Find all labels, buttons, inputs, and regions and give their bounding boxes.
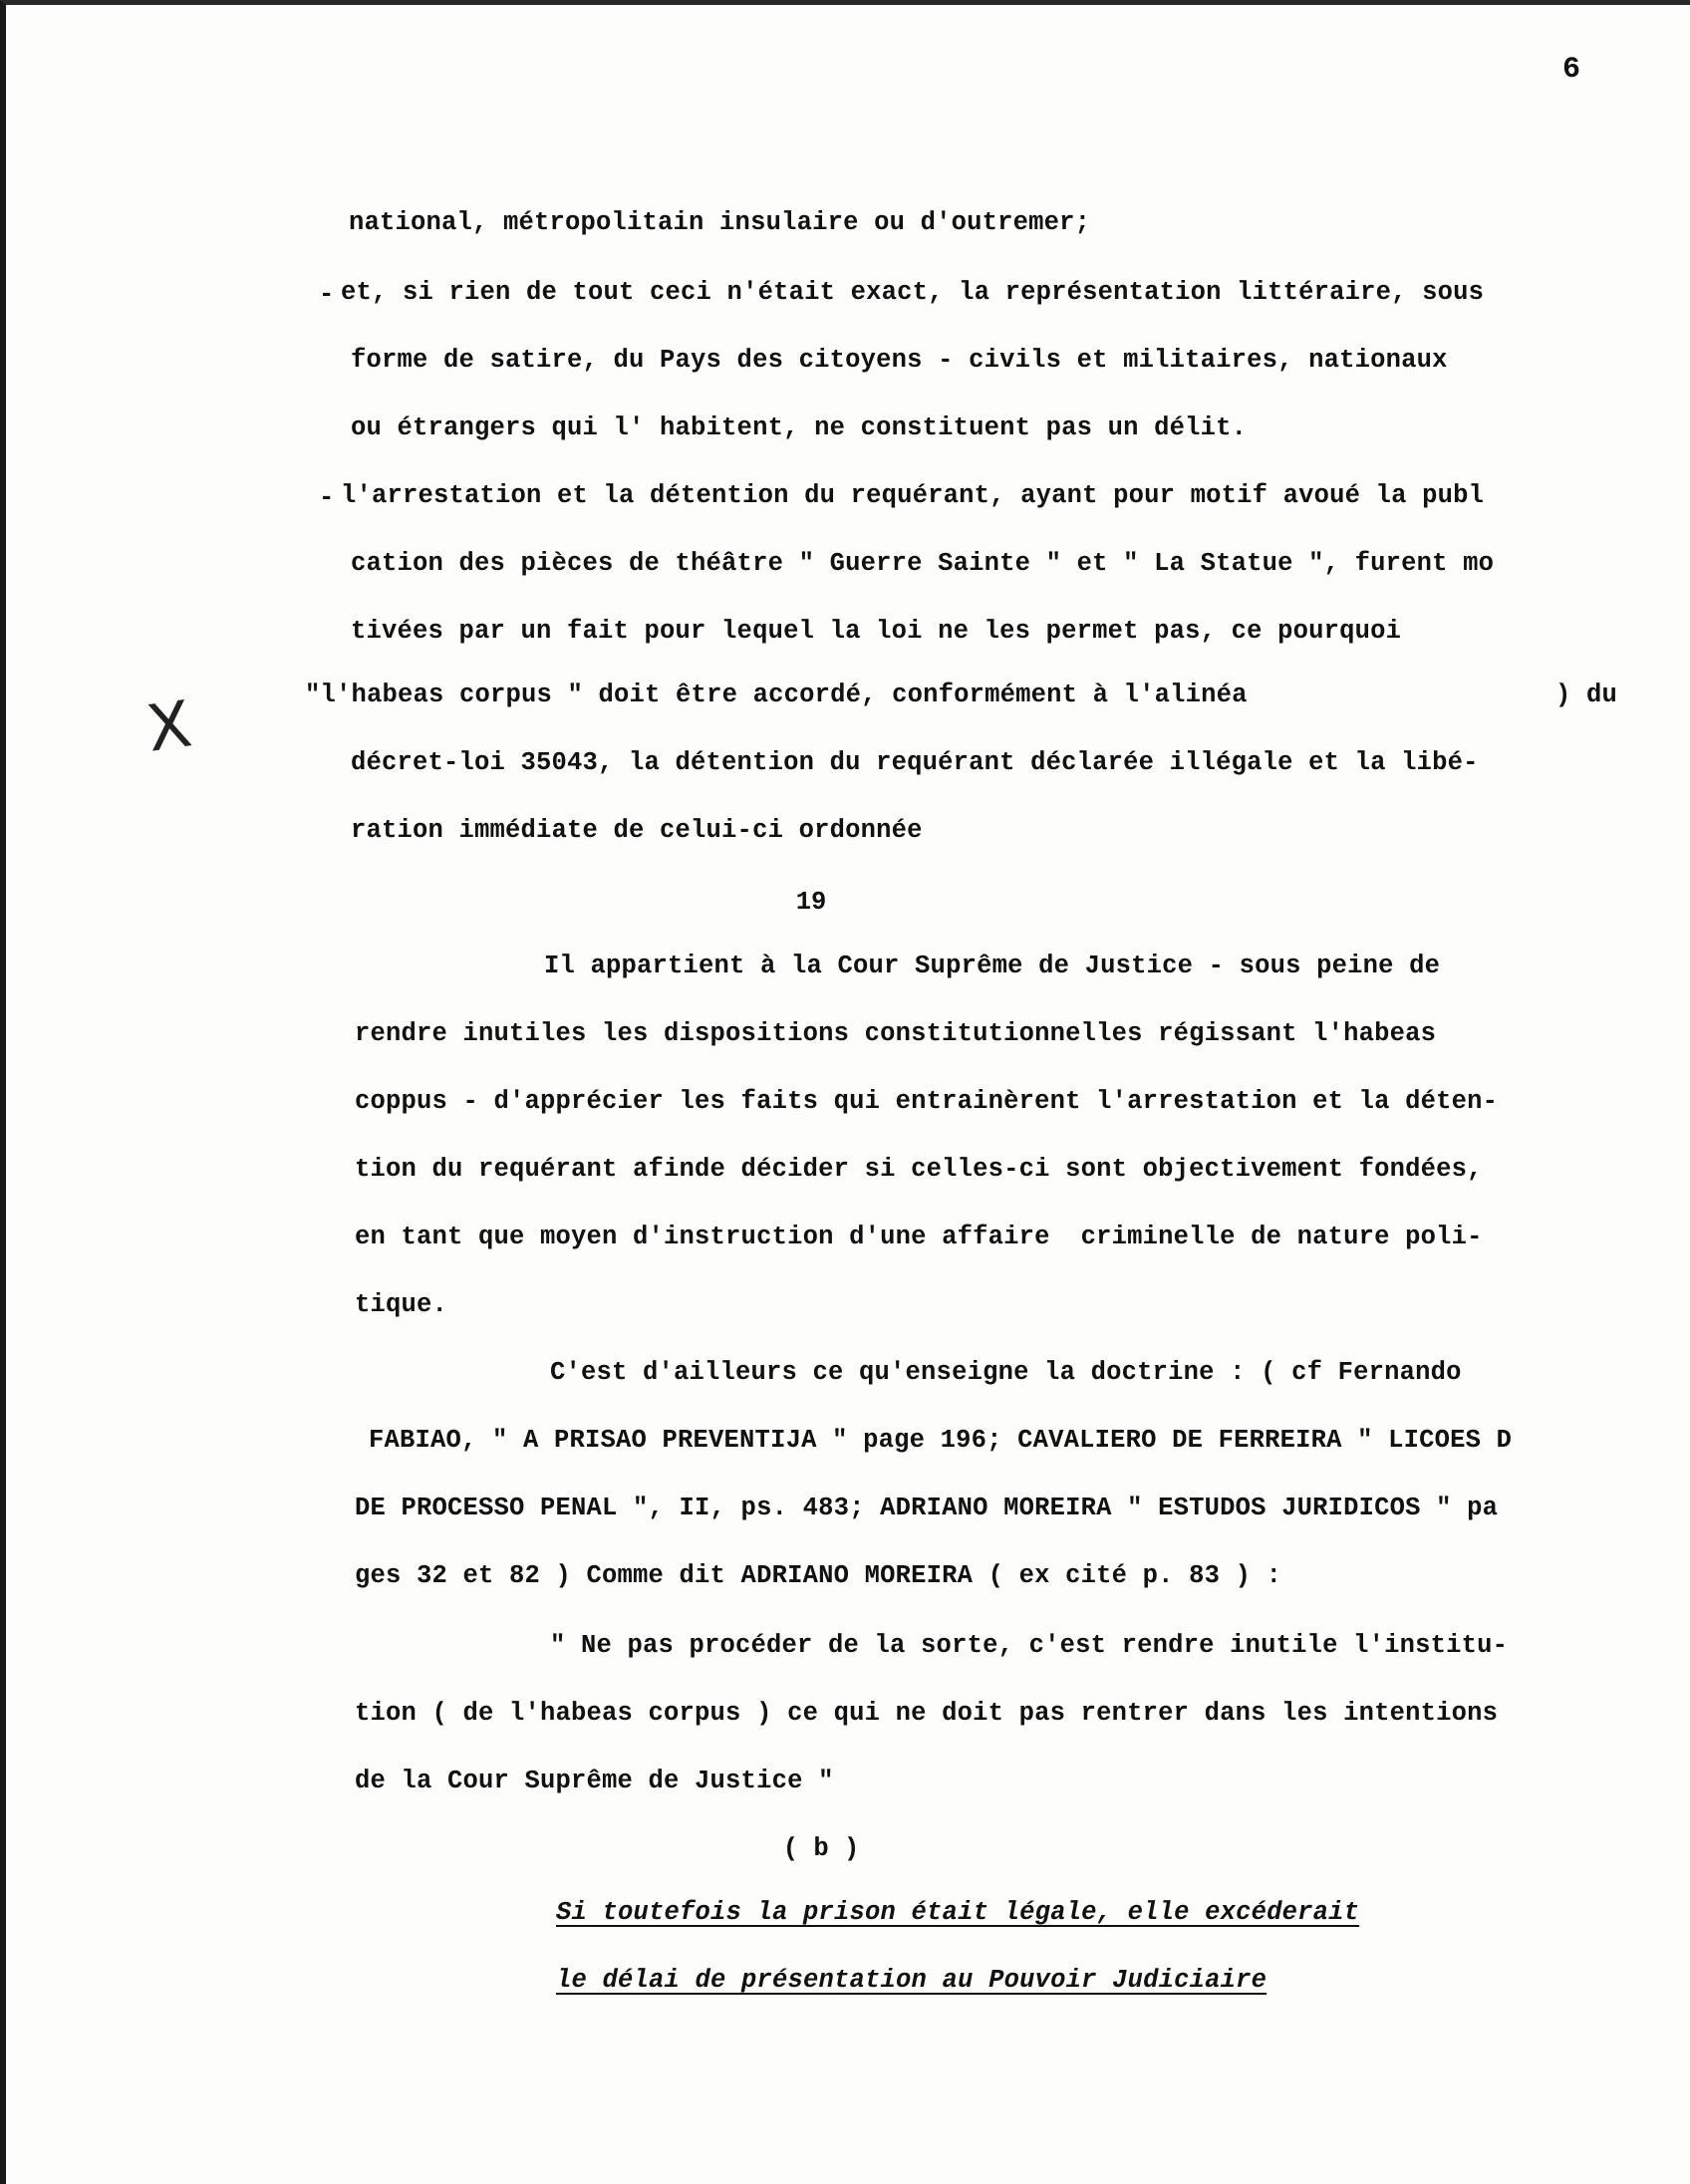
text-line: de la Cour Suprême de Justice " xyxy=(355,1767,834,1795)
text-line: DE PROCESSO PENAL ", II, ps. 483; ADRIANO MOREIRA " ESTUDOS JURIDICOS " pa xyxy=(355,1494,1499,1522)
text-line: et, si rien de tout ceci n'était exact, la représentation littéraire, sous xyxy=(341,278,1485,307)
text-line: forme de satire, du Pays des citoyens - civils et militaires, nationaux xyxy=(351,346,1448,375)
page-number: 6 xyxy=(1562,53,1581,87)
text-line: tion du requérant afinde décider si celles-ci sont objectivement fondées, xyxy=(355,1155,1483,1184)
text-line: tivées par un fait pour lequel la loi ne les permet pas, ce pourquoi xyxy=(351,617,1402,646)
text-line: ou étrangers qui l' habitent, ne constituent pas un délit. xyxy=(351,413,1248,442)
text-line: " Ne pas procéder de la sorte, c'est rendre inutile l'institu- xyxy=(550,1631,1509,1660)
handwritten-margin-mark: X xyxy=(142,687,196,767)
section-heading: Si toutefois la prison était légale, elle excéderait xyxy=(556,1898,1360,1927)
text-line: "l'habeas corpus " doit être accordé, conformément à l'alinéa xyxy=(305,681,1248,709)
section-label: ( b ) xyxy=(782,1834,860,1863)
list-bullet: - xyxy=(319,280,335,309)
text-line: décret-loi 35043, la détention du requérant déclarée illégale et la libé- xyxy=(351,748,1479,777)
text-line: tique. xyxy=(355,1290,448,1319)
text-line: national, métropolitain insulaire ou d'outremer; xyxy=(349,208,1091,237)
text-line: C'est d'ailleurs ce qu'enseigne la doctrine : ( cf Fernando xyxy=(550,1358,1462,1387)
text-line: l'arrestation et la détention du requérant, ayant pour motif avoué la publ xyxy=(341,481,1485,510)
text-line: ges 32 et 82 ) Comme dit ADRIANO MOREIRA ( ex cité p. 83 ) : xyxy=(355,1561,1282,1590)
list-bullet: - xyxy=(319,483,335,512)
text-line: rendre inutiles les dispositions constitutionnelles régissant l'habeas xyxy=(355,1019,1437,1048)
section-heading: le délai de présentation au Pouvoir Judiciaire xyxy=(556,1966,1268,1995)
text-line: ) du xyxy=(1555,681,1618,709)
text-line: en tant que moyen d'instruction d'une affaire criminelle de nature poli- xyxy=(355,1223,1483,1251)
text-line: FABIAO, " A PRISAO PREVENTIJA " page 196; CAVALIERO DE FERREIRA " LICOES D xyxy=(369,1426,1513,1455)
text-line: tion ( de l'habeas corpus ) ce qui ne doit pas rentrer dans les intentions xyxy=(355,1699,1499,1728)
text-line: coppus - d'apprécier les faits qui entrainèrent l'arrestation et la déten- xyxy=(355,1087,1499,1116)
text-line: Il appartient à la Cour Suprême de Justice - sous peine de xyxy=(544,952,1441,980)
text-line: ration immédiate de celui-ci ordonnée xyxy=(351,816,923,845)
section-number: 19 xyxy=(795,888,827,917)
text-line: cation des pièces de théâtre " Guerre Sainte " et " La Statue ", furent mo xyxy=(351,549,1495,578)
